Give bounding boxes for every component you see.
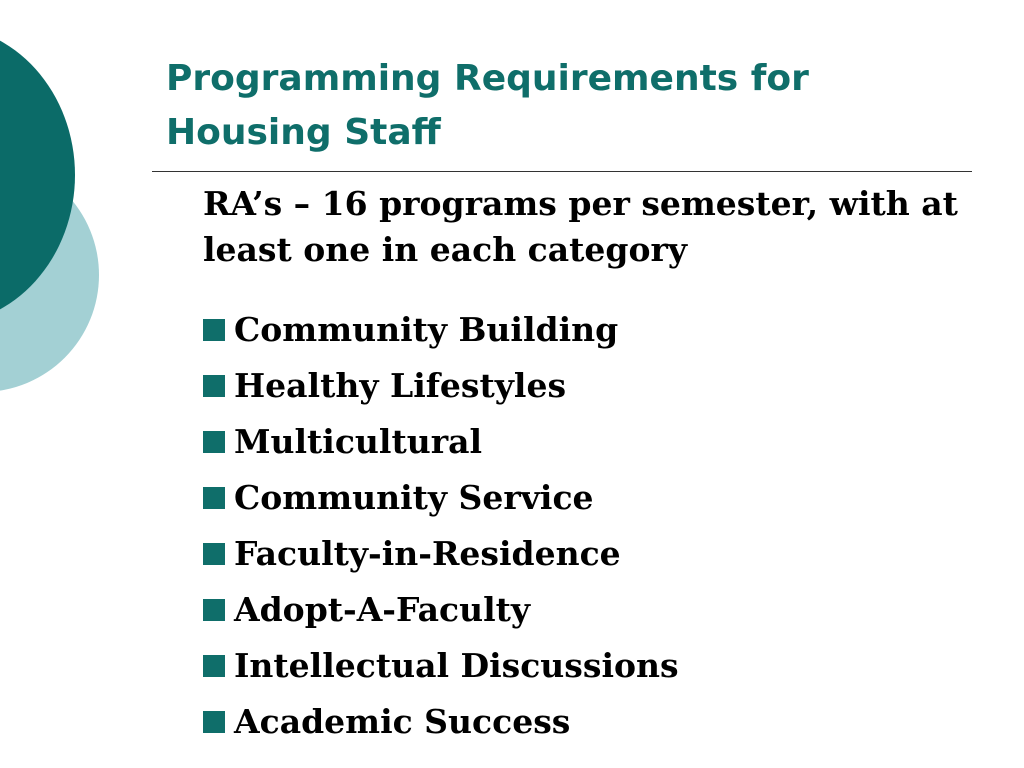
category-label: Community Building <box>234 309 619 349</box>
square-bullet-icon <box>203 711 225 733</box>
square-bullet-icon <box>203 319 225 341</box>
category-label: Healthy Lifestyles <box>234 365 567 405</box>
category-list <box>203 301 679 749</box>
category-label: Faculty-in-Residence <box>234 533 621 573</box>
category-item <box>203 357 679 413</box>
lead-text: RA’s – 16 programs per semester, with at least one in each category <box>203 184 958 269</box>
category-label: Adopt-A-Faculty <box>234 589 531 629</box>
square-bullet-icon <box>203 543 225 565</box>
category-item <box>203 637 679 693</box>
square-bullet-icon <box>203 375 225 397</box>
category-label: Intellectual Discussions <box>234 645 679 685</box>
slide-title: Programming Requirements for Housing Staff <box>166 58 809 153</box>
square-bullet-icon <box>203 599 225 621</box>
title-divider <box>152 171 972 172</box>
category-item <box>203 525 679 581</box>
category-item <box>203 301 679 357</box>
category-item <box>203 581 679 637</box>
category-item <box>203 693 679 749</box>
category-label: Community Service <box>234 477 594 517</box>
category-item <box>203 413 679 469</box>
square-bullet-icon <box>203 655 225 677</box>
category-label: Multicultural <box>234 421 482 461</box>
category-label: Academic Success <box>234 701 571 741</box>
square-bullet-icon <box>203 487 225 509</box>
square-bullet-icon <box>203 431 225 453</box>
category-item <box>203 469 679 525</box>
